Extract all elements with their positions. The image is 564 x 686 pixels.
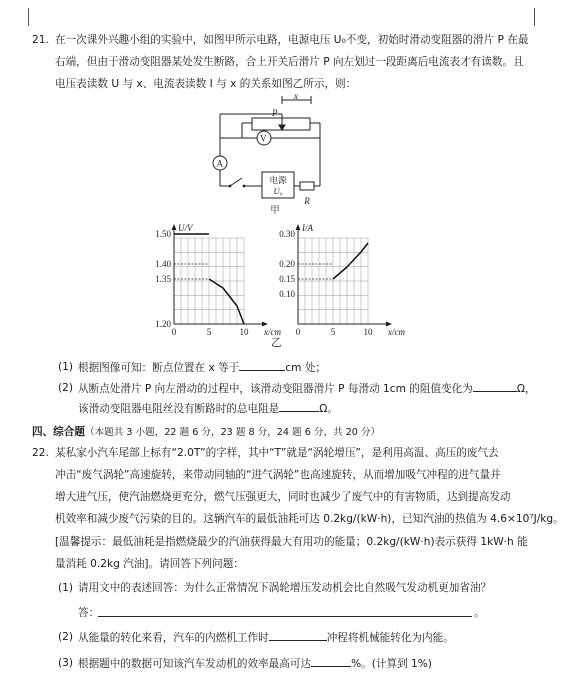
x-axis-label: x/cm	[264, 327, 281, 337]
x-tick-label: 5	[330, 327, 336, 337]
q22-stem-line-2: 冲击“废气涡轮”高速旋转，来带动同轴的“进气涡轮”也高速旋转，从而增加吸气冲程的进气量并	[55, 469, 501, 481]
q22-sub2-after: 冲程将机械能转化为内能。	[326, 632, 454, 644]
q22-sub1-number: (1)	[58, 582, 74, 594]
q21-stem-line-2: 右端，但由于滑动变阻器某处发生断路，合上开关后滑片 P 向左划过一段距离后电流表才有读数。且	[55, 56, 524, 68]
q21-number: 21.	[32, 34, 49, 46]
q22-stem-line-3: 增大进气压，使汽油燃烧更充分，燃气压强更大，同时也减少了废气中的有害物质，达到提高发动	[55, 491, 511, 503]
y-axis-arrow	[296, 224, 301, 230]
page-corner-mark-right	[534, 8, 535, 26]
x-tick-label: 0	[171, 327, 177, 337]
q22-answer-period: 。	[474, 607, 485, 619]
q22-stem-line-4: 机效率和减少废气污染的目的。这辆汽车的最低油耗可达 0.2kg/(kW·h)，已知汽油的热值为 4.6×10⁷J/kg。	[55, 513, 564, 525]
x-tick-label: 10	[239, 327, 249, 337]
q21-sub1-number: (1)	[58, 361, 74, 373]
y-axis-arrow	[172, 224, 177, 230]
q21-stem-line-1: 在一次课外兴趣小组的实验中，如图甲所示电路，电源电压 U₀不变，初始时滑动变阻器的滑片 P 在最	[55, 34, 529, 46]
ammeter-label: A	[216, 158, 223, 169]
source-symbol: U₀	[273, 186, 283, 196]
section4-title: 四、综合题	[32, 426, 85, 438]
q21-sub1-after: cm 处；	[285, 362, 327, 374]
graphs-caption: 乙	[271, 337, 282, 349]
y-tick-label: 1.20	[155, 319, 171, 329]
q21-sub1-blank[interactable]	[239, 360, 285, 371]
q21-sub2	[78, 381, 536, 396]
q22-sub3-number: (3)	[58, 657, 74, 669]
q21-sub1-text: 根据图像可知：断点位置在 x 等于	[78, 362, 240, 374]
q22-stem-line-1: 某私家小汽车尾部上标有“2.0T”的字样，其中“T”就是“涡轮增压”，是利用高温、高压的废气去	[55, 447, 499, 459]
q21-sub3	[78, 401, 338, 416]
q22-stem-line-6: 量消耗 0.2kg 汽油]。请回答下列问题：	[55, 558, 244, 570]
source-label: 电源	[269, 175, 287, 185]
q22-sub3-blank[interactable]	[311, 656, 351, 667]
q22-sub3	[78, 656, 432, 671]
section4-note: （本题共 3 小题，22 题 6 分，23 题 8 分，24 题 6 分，共 20 分）	[84, 427, 381, 438]
y-tick-label: 1.35	[155, 274, 171, 284]
x-axis-arrow	[386, 322, 392, 327]
series-line-1	[333, 243, 368, 279]
voltmeter-label: V	[260, 133, 267, 144]
y-tick-label: 1.50	[155, 229, 171, 239]
series-line-2	[209, 279, 244, 324]
page-corner-mark-left	[28, 8, 29, 26]
q22-sub2-text: 从能量的转化来看，汽车的内燃机工作时	[78, 632, 269, 644]
x-tick-label: 10	[363, 327, 373, 337]
y-tick-label: 0.20	[279, 259, 295, 269]
q22-sub2-blank[interactable]	[269, 630, 327, 641]
y-tick-label: 0.10	[279, 289, 295, 299]
x-tick-label: 5	[206, 327, 212, 337]
y-tick-label: 0.15	[279, 274, 295, 284]
slider-label: P	[272, 108, 278, 118]
circuit-diagram	[200, 92, 350, 214]
y-tick-label: 0.30	[279, 229, 295, 239]
y-axis-label: U/V	[178, 223, 193, 233]
distance-label: x	[294, 91, 298, 101]
q22-sub1-text: 请用文中的表述回答：为什么正常情况下涡轮增压发动机会比自然吸气发动机更加省油？	[78, 582, 492, 594]
x-axis-label: x/cm	[388, 327, 405, 337]
section4-header	[32, 425, 380, 440]
q21-sub3-after: Ω。	[319, 403, 338, 415]
q21-sub2-blank[interactable]	[473, 381, 517, 392]
q22-number: 22.	[32, 447, 49, 459]
q21-sub2-after: Ω，	[516, 383, 536, 395]
q21-sub2-number: (2)	[58, 382, 74, 394]
y-tick-label: 1.40	[155, 259, 171, 269]
q21-stem-line-3: 电压表读数 U 与 x、电流表读数 I 与 x 的关系如图乙所示，则：	[55, 78, 357, 90]
x-tick-label: 0	[295, 327, 301, 337]
q21-sub1	[78, 360, 326, 375]
q22-stem-line-5: [温馨提示：最低油耗是指燃烧最少的汽油获得最大有用功的能量；0.2kg/(kW·h)表示获得 1kW·h 能	[55, 536, 528, 548]
q21-sub3-blank[interactable]	[279, 401, 319, 412]
q21-sub3-text: 该滑动变阻器电阻丝没有断路时的总电阻是	[78, 403, 280, 415]
voltage-vs-x-chart	[140, 212, 281, 337]
current-vs-x-chart	[268, 212, 408, 337]
q22-sub3-text: 根据题中的数据可知该汽车发动机的效率最高可达	[78, 658, 312, 670]
q21-sub2-text: 从断点处滑片 P 向左滑动的过程中，该滑动变阻器滑片 P 每滑动 1cm 的阻值变化为	[78, 383, 473, 395]
q22-sub1-answer-line[interactable]	[98, 606, 472, 617]
q22-sub2-number: (2)	[58, 631, 74, 643]
resistor-label: R	[304, 196, 310, 206]
y-axis-label: I/A	[302, 223, 313, 233]
q22-answer-label: 答：	[78, 607, 100, 619]
q22-sub2	[78, 630, 454, 645]
circuit-caption: 甲	[270, 206, 280, 216]
q22-sub3-after: %。(计算到 1%)	[351, 658, 432, 670]
